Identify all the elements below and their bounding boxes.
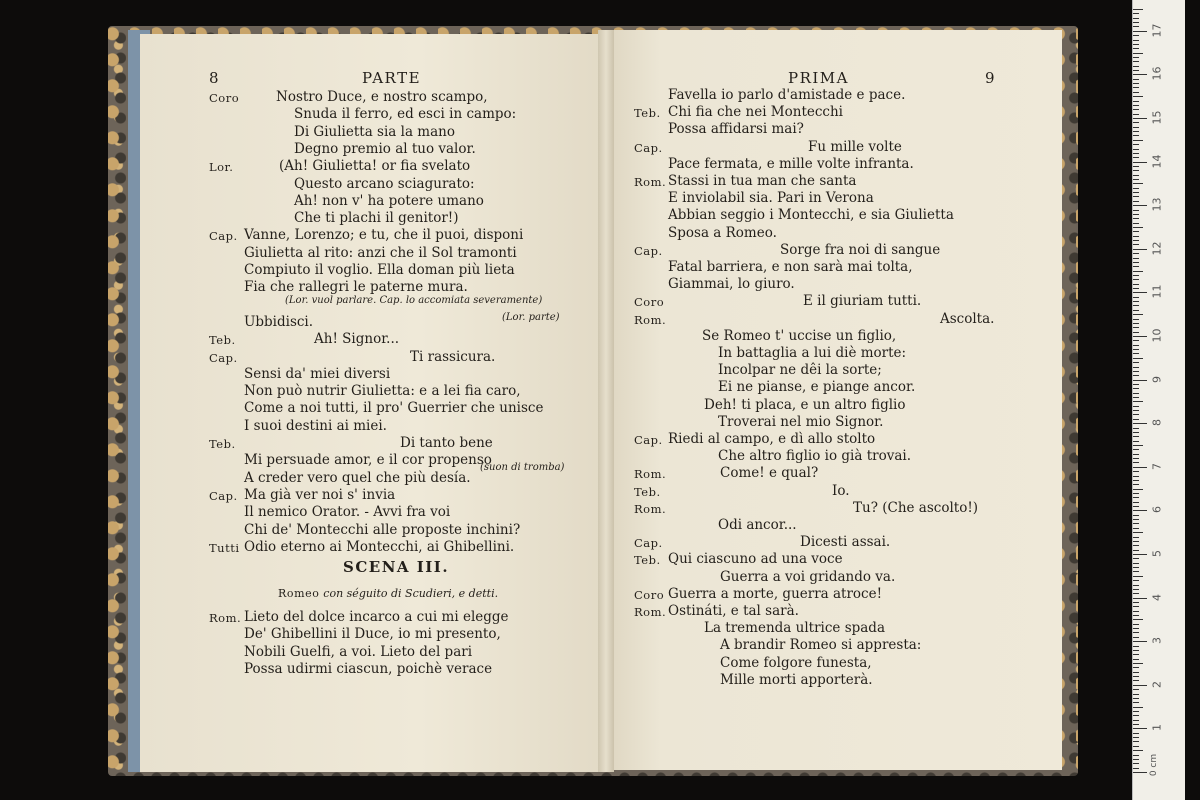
verse-line: Odi ancor... — [718, 517, 797, 533]
ruler-tick — [1133, 680, 1139, 681]
ruler-tick — [1133, 467, 1147, 468]
ruler-tick — [1133, 724, 1139, 725]
verse-line: Se Romeo t' uccise un figlio, — [702, 327, 897, 344]
verse-line: Di Giulietta sia la mano — [294, 123, 455, 140]
verse-line: Ti rassicura. — [410, 348, 496, 365]
ruler-tick — [1133, 432, 1139, 433]
speaker-label: Cap. — [634, 433, 663, 447]
ruler-tick — [1133, 689, 1139, 690]
speaker-label: Rom. — [634, 175, 667, 189]
ruler-tick — [1133, 345, 1139, 346]
ruler-tick — [1133, 87, 1139, 88]
verse-line: Come! e qual? — [720, 465, 819, 482]
verse-line: Sorge fra noi di sangue — [780, 241, 941, 258]
ruler-tick — [1133, 70, 1139, 71]
ruler-tick — [1133, 550, 1139, 551]
ruler-tick — [1133, 733, 1139, 734]
ruler-tick — [1133, 672, 1139, 673]
speaker-label: Rom. — [634, 467, 667, 482]
ruler-tick — [1133, 57, 1139, 58]
ruler-tick — [1133, 349, 1139, 350]
ruler-number: 9 — [1150, 375, 1164, 383]
ruler-tick — [1133, 201, 1139, 202]
verse-line: Guerra a morte, guerra atroce! — [668, 585, 883, 602]
ruler-tick — [1133, 611, 1139, 612]
measuring-ruler — [1132, 0, 1185, 800]
ruler-tick — [1133, 288, 1139, 289]
ruler-tick — [1133, 79, 1139, 80]
ruler-tick — [1133, 179, 1139, 180]
ruler-tick — [1133, 428, 1139, 429]
ruler-tick — [1133, 602, 1139, 603]
ruler-number: 8 — [1150, 419, 1164, 427]
ruler-tick — [1133, 423, 1147, 424]
speaker-label: Rom. — [634, 605, 667, 619]
verse-line: Vanne, Lorenzo; e tu, che il puoi, disponi — [244, 227, 524, 244]
speaker-label: Teb. — [209, 333, 236, 348]
ruler-tick — [1133, 175, 1139, 176]
ruler-tick — [1133, 367, 1139, 368]
ruler-tick — [1133, 510, 1147, 511]
verse-line: Ascolta. — [940, 310, 995, 327]
verse-line: Incolpar ne dêi la sorte; — [718, 362, 882, 379]
ruler-tick — [1133, 606, 1139, 607]
ruler-tick — [1133, 624, 1139, 625]
verse-line: Compiuto il voglio. Ella doman più lieta — [244, 262, 515, 278]
ruler-number: 10 — [1150, 328, 1164, 343]
ruler-tick — [1133, 506, 1139, 507]
ruler-tick — [1133, 741, 1139, 742]
verse-line: Chi fia che nei Montecchi — [668, 104, 843, 121]
ruler-tick — [1133, 310, 1139, 311]
ruler-tick — [1133, 31, 1147, 32]
verse-line: Troverai nel mio Signor. — [718, 413, 884, 430]
verse-line: Mille morti apporterà. — [720, 671, 873, 688]
ruler-number: 14 — [1150, 154, 1164, 169]
ruler-tick — [1133, 327, 1139, 328]
verse-line: Degno premio al tuo valor. — [294, 140, 476, 157]
ruler-unit-label: 0 cm — [1149, 753, 1160, 777]
ruler-tick — [1133, 118, 1147, 119]
ruler-tick — [1133, 271, 1143, 272]
verse-line: Non può nutrir Giulietta: e a lei fia caro, — [244, 383, 521, 400]
verse-line: Nobili Guelfi, a voi. Lieto del pari — [244, 643, 473, 660]
ruler-tick — [1133, 580, 1139, 581]
ruler-tick — [1133, 314, 1143, 315]
speaker-label: Cap. — [209, 350, 238, 365]
ruler-tick — [1133, 545, 1139, 546]
ruler-tick — [1133, 53, 1143, 54]
ruler-tick — [1133, 26, 1139, 27]
ruler-tick — [1133, 305, 1139, 306]
ruler-tick — [1133, 554, 1147, 555]
verse-line: Possa udirmi ciascun, poichè verace — [244, 660, 493, 677]
ruler-tick — [1133, 157, 1139, 158]
scene-subtitle-rest: con séguito di Scudieri, e detti. — [323, 587, 499, 600]
ruler-tick — [1133, 44, 1139, 45]
verse-line: Pace fermata, e mille volte infranta. — [668, 155, 914, 172]
ruler-number: 4 — [1150, 593, 1164, 601]
scene-subtitle-name: Romeo — [278, 587, 320, 600]
ruler-tick — [1133, 249, 1147, 250]
ruler-tick — [1133, 135, 1139, 136]
ruler-tick — [1133, 537, 1139, 538]
ruler-tick — [1133, 707, 1143, 708]
ruler-tick — [1133, 114, 1139, 115]
ruler-tick — [1133, 358, 1143, 359]
verse-line: Riedi al campo, e dì allo stolto — [668, 431, 876, 447]
speaker-label: Teb. — [209, 437, 236, 451]
ruler-tick — [1133, 122, 1139, 123]
verse-line: Qui ciascuno ad una voce — [668, 551, 843, 568]
speaker-label: Rom. — [634, 312, 667, 327]
ruler-tick — [1133, 558, 1139, 559]
ruler-tick — [1133, 768, 1139, 769]
ruler-tick — [1133, 353, 1139, 354]
ruler-tick — [1133, 528, 1139, 529]
verse-line: Di tanto bene — [400, 435, 493, 451]
ruler-tick — [1133, 702, 1139, 703]
ruler-number: 3 — [1150, 637, 1164, 645]
ruler-tick — [1133, 127, 1139, 128]
verse-line: Come folgore funesta, — [720, 654, 872, 671]
speaker-label: Cap. — [209, 229, 238, 244]
ruler-number: 15 — [1150, 110, 1164, 125]
ruler-tick — [1133, 641, 1147, 642]
verse-line: Ah! non v' ha potere umano — [294, 192, 484, 209]
verse-line: Mi persuade amor, e il cor propenso — [244, 452, 492, 469]
speaker-label: Coro — [209, 91, 240, 105]
ruler-tick — [1133, 746, 1139, 747]
speaker-label: Tutti — [209, 540, 240, 555]
ruler-tick — [1133, 22, 1139, 23]
verse-line: Ei ne pianse, e piange ancor. — [718, 379, 916, 396]
ruler-tick — [1133, 628, 1139, 629]
ruler-tick — [1133, 532, 1143, 533]
ruler-tick — [1133, 192, 1139, 193]
ruler-tick — [1133, 493, 1139, 494]
speaker-label: Teb. — [634, 106, 661, 121]
ruler-tick — [1133, 497, 1139, 498]
ruler-tick — [1133, 262, 1139, 263]
ruler-tick — [1133, 140, 1143, 141]
ruler-tick — [1133, 13, 1139, 14]
ruler-number: 5 — [1150, 550, 1164, 557]
ruler-tick — [1133, 258, 1139, 259]
ruler-tick — [1133, 92, 1139, 93]
stage-direction: (Lor. vuol parlare. Cap. lo accomiata severamente) — [285, 295, 543, 306]
ruler-tick — [1133, 685, 1147, 686]
ruler-tick — [1133, 576, 1143, 577]
ruler-tick — [1133, 183, 1143, 184]
verse-line: Nostro Duce, e nostro scampo, — [276, 89, 488, 105]
verse-line: Fatal barriera, e non sarà mai tolta, — [668, 259, 913, 275]
ruler-tick — [1133, 750, 1143, 751]
ruler-tick — [1133, 397, 1139, 398]
ruler-number: 17 — [1150, 23, 1164, 38]
ruler-tick — [1133, 484, 1139, 485]
ruler-tick — [1133, 646, 1139, 647]
ruler-tick — [1133, 231, 1139, 232]
ruler-tick — [1133, 236, 1139, 237]
ruler-tick — [1133, 441, 1139, 442]
speaker-label: Coro — [634, 587, 665, 602]
ruler-tick — [1133, 419, 1139, 420]
ruler-tick — [1133, 83, 1139, 84]
ruler-tick — [1133, 18, 1139, 19]
ruler-tick — [1133, 654, 1139, 655]
ruler-tick — [1133, 480, 1139, 481]
ruler-tick — [1133, 214, 1139, 215]
ruler-number: 6 — [1150, 506, 1164, 514]
verse-line: Dicesti assai. — [800, 534, 891, 551]
ruler-tick — [1133, 66, 1139, 67]
ruler-number: 11 — [1150, 284, 1164, 299]
verse-line: Guerra a voi gridando va. — [720, 568, 896, 585]
ruler-tick — [1133, 96, 1143, 97]
ruler-tick — [1133, 336, 1147, 337]
verse-line: Sensi da' miei diversi — [244, 365, 391, 382]
ruler-tick — [1133, 101, 1139, 102]
verse-line: Che altro figlio io già trovai. — [718, 448, 911, 465]
verse-line: Ubbidisci. — [244, 313, 314, 330]
ruler-tick — [1133, 371, 1139, 372]
ruler-tick — [1133, 462, 1139, 463]
verse-line: De' Ghibellini il Duce, io mi presento, — [244, 626, 501, 643]
ruler-tick — [1133, 676, 1139, 677]
right-running-header: PRIMA — [788, 69, 850, 87]
ruler-tick — [1133, 205, 1147, 206]
verse-line: (Ah! Giulietta! or fia svelato — [279, 158, 471, 175]
left-running-header: PARTE — [362, 69, 422, 87]
ruler-tick — [1133, 210, 1139, 211]
ruler-tick — [1133, 131, 1139, 132]
ruler-tick — [1133, 523, 1139, 524]
ruler-tick — [1133, 563, 1139, 564]
ruler-tick — [1133, 449, 1139, 450]
book-gutter — [598, 30, 614, 772]
ruler-number: 7 — [1150, 462, 1164, 470]
ruler-tick — [1133, 436, 1139, 437]
ruler-tick — [1133, 375, 1139, 376]
ruler-tick — [1133, 632, 1139, 633]
ruler-tick — [1133, 502, 1139, 503]
verse-line: Fu mille volte — [808, 138, 902, 155]
ruler-number: 12 — [1150, 241, 1164, 256]
ruler-tick — [1133, 388, 1139, 389]
ruler-tick — [1133, 380, 1147, 381]
ruler-tick — [1133, 615, 1139, 616]
verse-line: Possa affidarsi mai? — [668, 121, 804, 138]
ruler-tick — [1133, 284, 1139, 285]
ruler-tick — [1133, 297, 1139, 298]
ruler-tick — [1133, 144, 1139, 145]
ruler-tick — [1133, 384, 1139, 385]
verse-line: Favella io parlo d'amistade e pace. — [668, 87, 906, 103]
verse-line: Lieto del dolce incarco a cui mi elegge — [244, 609, 509, 625]
speaker-label: Rom. — [209, 611, 242, 625]
ruler-tick — [1133, 406, 1139, 407]
verse-line: Snuda il ferro, ed esci in campo: — [294, 106, 517, 123]
speaker-label: Coro — [634, 295, 665, 310]
ruler-tick — [1133, 332, 1139, 333]
ruler-tick — [1133, 728, 1147, 729]
verse-line: Ma già ver noi s' invia — [244, 486, 396, 503]
ruler-tick — [1133, 401, 1143, 402]
ruler-tick — [1133, 292, 1147, 293]
ruler-tick — [1133, 755, 1139, 756]
ruler-tick — [1133, 585, 1139, 586]
ruler-tick — [1133, 35, 1139, 36]
ruler-tick — [1133, 244, 1139, 245]
speaker-label: Cap. — [634, 140, 663, 155]
verse-line: I suoi destini ai miei. — [244, 417, 387, 434]
verse-line: Giammai, lo giuro. — [668, 276, 795, 293]
ruler-tick — [1133, 458, 1139, 459]
ruler-tick — [1133, 698, 1139, 699]
speaker-label: Lor. — [209, 160, 234, 175]
ruler-tick — [1133, 515, 1139, 516]
ruler-tick — [1133, 445, 1143, 446]
ruler-tick — [1133, 663, 1143, 664]
ruler-tick — [1133, 737, 1139, 738]
ruler-tick — [1133, 715, 1139, 716]
ruler-tick — [1133, 48, 1139, 49]
ruler-tick — [1133, 489, 1143, 490]
ruler-tick — [1133, 9, 1143, 10]
ruler-tick — [1133, 149, 1139, 150]
verse-line: Deh! ti placa, e un altro figlio — [704, 396, 906, 413]
ruler-number: 16 — [1150, 66, 1164, 81]
ruler-tick — [1133, 598, 1147, 599]
speaker-label: Cap. — [634, 536, 663, 551]
ruler-tick — [1133, 218, 1139, 219]
ruler-tick — [1133, 275, 1139, 276]
ruler-number: 1 — [1150, 724, 1164, 732]
verse-line: Questo arcano sciagurato: — [294, 175, 475, 192]
ruler-tick — [1133, 153, 1139, 154]
ruler-tick — [1133, 711, 1139, 712]
left-page-number: 8 — [209, 69, 221, 87]
ruler-tick — [1133, 637, 1139, 638]
scene-title: SCENA III. — [343, 558, 450, 576]
stage-direction: (Lor. parte) — [502, 312, 560, 323]
ruler-tick — [1133, 759, 1139, 760]
verse-line: E il giuriam tutti. — [803, 293, 922, 310]
verse-line: Io. — [832, 482, 850, 499]
speaker-label: Cap. — [634, 243, 663, 258]
right-page-number: 9 — [985, 69, 997, 87]
verse-line: A creder vero quel che più desía. — [244, 469, 471, 486]
ruler-tick — [1133, 240, 1139, 241]
ruler-tick — [1133, 410, 1139, 411]
speaker-label: Teb. — [634, 553, 661, 568]
ruler-tick — [1133, 279, 1139, 280]
ruler-tick — [1133, 301, 1139, 302]
ruler-tick — [1133, 454, 1139, 455]
ruler-tick — [1133, 109, 1139, 110]
ruler-number: 2 — [1150, 680, 1164, 688]
verse-line: Odio eterno ai Montecchi, ai Ghibellini. — [244, 538, 515, 555]
ruler-tick — [1133, 414, 1139, 415]
ruler-number: 13 — [1150, 197, 1164, 212]
verse-line: Stassi in tua man che santa — [668, 173, 857, 189]
ruler-tick — [1133, 74, 1147, 75]
ruler-tick — [1133, 519, 1139, 520]
verse-line: In battaglia a lui diè morte: — [718, 345, 907, 361]
ruler-tick — [1133, 319, 1139, 320]
stage-direction: (suon di tromba) — [480, 462, 565, 473]
ruler-tick — [1133, 763, 1139, 764]
verse-line: Tu? (Che ascolto!) — [853, 499, 979, 516]
ruler-tick — [1133, 393, 1139, 394]
speaker-label: Teb. — [634, 484, 661, 499]
ruler-tick — [1133, 471, 1139, 472]
verse-line: Giulietta al rito: anzi che il Sol tramonti — [244, 244, 517, 261]
ruler-tick — [1133, 340, 1139, 341]
ruler-tick — [1133, 170, 1139, 171]
verse-line: Come a noi tutti, il pro' Guerrier che unisce — [244, 400, 544, 417]
ruler-tick — [1133, 476, 1139, 477]
ruler-tick — [1133, 166, 1139, 167]
ruler-tick — [1133, 659, 1139, 660]
ruler-tick — [1133, 266, 1139, 267]
ruler-tick — [1133, 227, 1143, 228]
verse-line: La tremenda ultrice spada — [704, 620, 885, 637]
ruler-tick — [1133, 772, 1147, 773]
ruler-tick — [1133, 61, 1139, 62]
ruler-tick — [1133, 571, 1139, 572]
ruler-tick — [1133, 188, 1139, 189]
ruler-tick — [1133, 650, 1139, 651]
verse-line: Che ti plachi il genitor!) — [294, 210, 459, 227]
ruler-tick — [1133, 196, 1139, 197]
ruler-tick — [1133, 105, 1139, 106]
scene-subtitle — [278, 586, 498, 600]
verse-line: Ostináti, e tal sarà. — [668, 603, 799, 619]
verse-line: Il nemico Orator. - Avvi fra voi — [244, 504, 451, 521]
ruler-tick — [1133, 253, 1139, 254]
ruler-tick — [1133, 667, 1139, 668]
ruler-tick — [1133, 619, 1143, 620]
ruler-tick — [1133, 162, 1147, 163]
ruler-tick — [1133, 323, 1139, 324]
ruler-tick — [1133, 589, 1139, 590]
ruler-tick — [1133, 362, 1139, 363]
speaker-label: Rom. — [634, 501, 667, 516]
verse-line: Abbian seggio i Montecchi, e sia Giulietta — [668, 207, 954, 224]
verse-line: Chi de' Montecchi alle proposte inchini? — [244, 521, 521, 538]
ruler-tick — [1133, 541, 1139, 542]
ruler-tick — [1133, 40, 1139, 41]
verse-line: Sposa a Romeo. — [668, 224, 777, 241]
speaker-label: Cap. — [209, 488, 238, 503]
ruler-tick — [1133, 567, 1139, 568]
ruler-tick — [1133, 593, 1139, 594]
verse-line: Fia che rallegri le paterne mura. — [244, 279, 468, 296]
ruler-tick — [1133, 223, 1139, 224]
verse-line: Ah! Signor... — [314, 331, 400, 348]
ruler-tick — [1133, 694, 1139, 695]
ruler-tick — [1133, 720, 1139, 721]
verse-line: E inviolabil sia. Pari in Verona — [668, 190, 874, 207]
verse-line: A brandir Romeo si appresta: — [720, 637, 922, 654]
